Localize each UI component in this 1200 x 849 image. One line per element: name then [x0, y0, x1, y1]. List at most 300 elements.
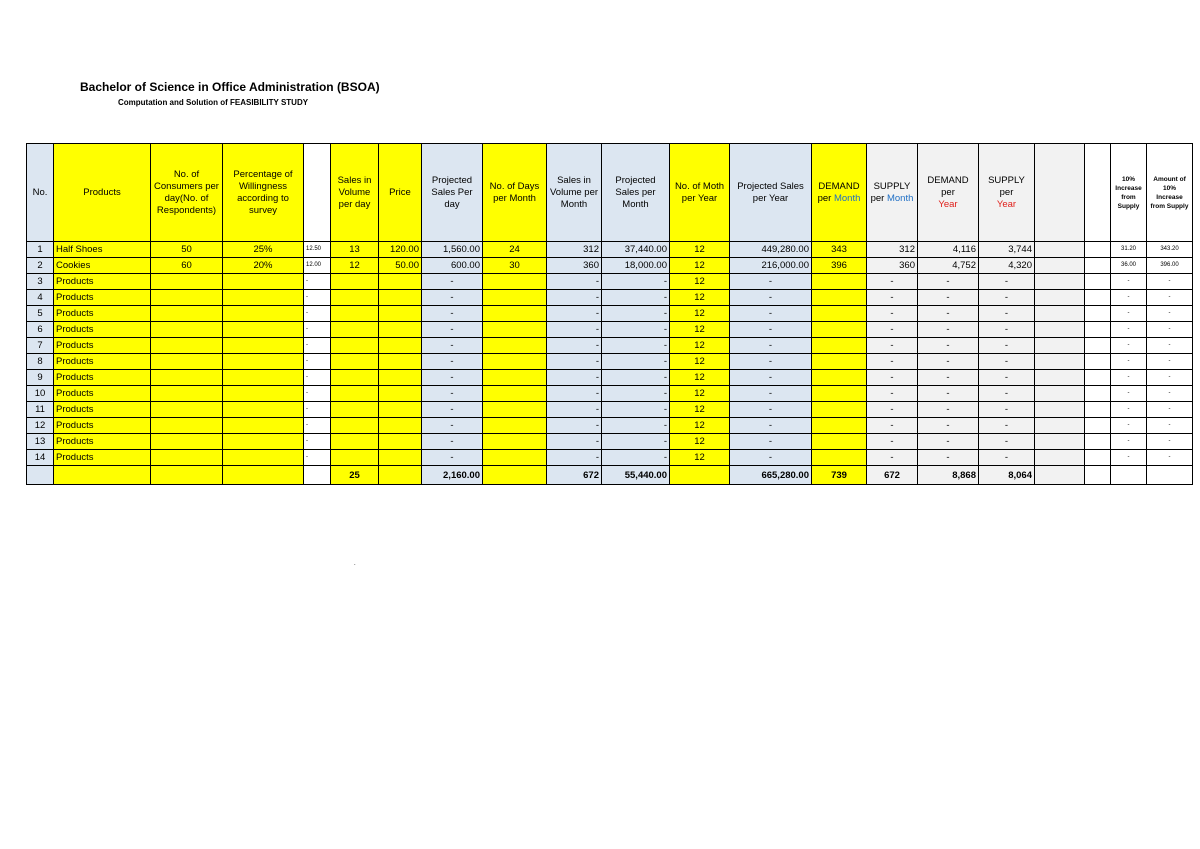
cell-sales-day: -	[422, 370, 483, 386]
cell-days: 24	[483, 242, 547, 258]
table-body	[27, 242, 1193, 466]
totals-row	[27, 466, 1193, 485]
cell-supply-month: -	[867, 338, 918, 354]
cell-blank	[1035, 434, 1085, 450]
cell-increase: -	[1111, 402, 1147, 418]
cell-days: 30	[483, 258, 547, 274]
cell-increase: -	[1111, 450, 1147, 466]
cell-demand-year: -	[918, 274, 979, 290]
cell-consumers	[151, 370, 223, 386]
cell-consumers: 50	[151, 242, 223, 258]
cell-supply-month: -	[867, 386, 918, 402]
cell-months: 12	[670, 322, 730, 338]
cell-demand-month	[812, 306, 867, 322]
cell-days	[483, 354, 547, 370]
header-blank	[304, 144, 331, 242]
cell-blank	[1085, 274, 1111, 290]
cell-price	[379, 386, 422, 402]
cell-price	[379, 322, 422, 338]
cell-increase: -	[1111, 386, 1147, 402]
cell-vol-day	[331, 370, 379, 386]
cell-supply-month: -	[867, 322, 918, 338]
cell-vol-month: -	[547, 450, 602, 466]
table-row	[27, 322, 1193, 338]
cell-blank	[1035, 242, 1085, 258]
cell-supply-year: 4,320	[979, 258, 1035, 274]
header-demand-year	[918, 144, 979, 242]
cell-demand-month	[812, 386, 867, 402]
cell-product: Products	[54, 322, 151, 338]
cell-vol-month: -	[547, 418, 602, 434]
cell-supply-year: -	[979, 434, 1035, 450]
cell-product: Half Shoes	[54, 242, 151, 258]
cell-no: 8	[27, 354, 54, 370]
cell-sales-month: -	[602, 354, 670, 370]
cell-no: 4	[27, 290, 54, 306]
cell-price	[379, 290, 422, 306]
total-price	[379, 466, 422, 485]
cell-consumers	[151, 434, 223, 450]
total-supply-month: 672	[867, 466, 918, 485]
cell-days	[483, 370, 547, 386]
cell-supply-year: -	[979, 386, 1035, 402]
cell-price	[379, 402, 422, 418]
total-no	[27, 466, 54, 485]
cell-supply-month: 312	[867, 242, 918, 258]
cell-supply-year: -	[979, 354, 1035, 370]
cell-vol-day	[331, 274, 379, 290]
cell-demand-year: -	[918, 434, 979, 450]
cell-raw: -	[304, 370, 331, 386]
cell-willingness	[223, 274, 304, 290]
cell-supply-year: 3,744	[979, 242, 1035, 258]
cell-demand-year: -	[918, 338, 979, 354]
cell-product: Products	[54, 450, 151, 466]
cell-blank	[1035, 306, 1085, 322]
total-months	[670, 466, 730, 485]
cell-raw: -	[304, 450, 331, 466]
cell-no: 14	[27, 450, 54, 466]
header-products: Products	[54, 144, 151, 242]
cell-blank	[1085, 418, 1111, 434]
cell-raw: -	[304, 402, 331, 418]
cell-blank	[1035, 354, 1085, 370]
cell-vol-month: 360	[547, 258, 602, 274]
total-blank-3	[1085, 466, 1111, 485]
cell-no: 11	[27, 402, 54, 418]
cell-increase: 36.00	[1111, 258, 1147, 274]
cell-demand-year: -	[918, 306, 979, 322]
cell-product: Products	[54, 306, 151, 322]
cell-amount: -	[1147, 274, 1193, 290]
cell-vol-day	[331, 434, 379, 450]
cell-willingness	[223, 402, 304, 418]
cell-no: 3	[27, 274, 54, 290]
cell-willingness	[223, 450, 304, 466]
cell-demand-year: -	[918, 450, 979, 466]
table-row	[27, 386, 1193, 402]
cell-sales-month: -	[602, 418, 670, 434]
cell-demand-month	[812, 338, 867, 354]
cell-sales-day: -	[422, 434, 483, 450]
cell-sales-day: -	[422, 338, 483, 354]
cell-product: Products	[54, 290, 151, 306]
total-demand-month: 739	[812, 466, 867, 485]
table-row	[27, 242, 1193, 258]
cell-supply-month: -	[867, 370, 918, 386]
cell-months: 12	[670, 386, 730, 402]
header-proj-sales-month: Projected Sales per Month	[602, 144, 670, 242]
header-proj-sales-day: Projected Sales Per day	[422, 144, 483, 242]
cell-demand-month	[812, 370, 867, 386]
cell-blank	[1085, 242, 1111, 258]
cell-increase: -	[1111, 306, 1147, 322]
cell-blank	[1085, 402, 1111, 418]
cell-months: 12	[670, 354, 730, 370]
cell-supply-year: -	[979, 402, 1035, 418]
cell-price	[379, 274, 422, 290]
cell-no: 13	[27, 434, 54, 450]
cell-sales-day: 600.00	[422, 258, 483, 274]
cell-blank	[1035, 418, 1085, 434]
cell-sales-day: 1,560.00	[422, 242, 483, 258]
cell-supply-month: -	[867, 354, 918, 370]
cell-vol-day	[331, 386, 379, 402]
cell-raw: -	[304, 290, 331, 306]
cell-vol-month: -	[547, 290, 602, 306]
header-blank-2	[1035, 144, 1085, 242]
cell-demand-month	[812, 290, 867, 306]
cell-sales-day: -	[422, 450, 483, 466]
total-product	[54, 466, 151, 485]
table-row	[27, 306, 1193, 322]
cell-months: 12	[670, 338, 730, 354]
cell-product: Products	[54, 370, 151, 386]
cell-product: Products	[54, 402, 151, 418]
header-months-year: No. of Moth per Year	[670, 144, 730, 242]
cell-supply-year: -	[979, 306, 1035, 322]
cell-supply-month: -	[867, 290, 918, 306]
total-increase	[1111, 466, 1147, 485]
cell-sales-month: -	[602, 386, 670, 402]
cell-sales-month: -	[602, 274, 670, 290]
header-amount: Amount of 10% Increase from Supply	[1147, 144, 1193, 242]
cell-sales-year: -	[730, 322, 812, 338]
cell-days	[483, 386, 547, 402]
cell-product: Products	[54, 274, 151, 290]
cell-days	[483, 450, 547, 466]
cell-willingness	[223, 290, 304, 306]
header-increase: 10% Increase from Supply	[1111, 144, 1147, 242]
cell-days	[483, 418, 547, 434]
cell-raw: -	[304, 274, 331, 290]
feasibility-table	[26, 143, 1193, 485]
header-no: No.	[27, 144, 54, 242]
page-subtitle: Computation and Solution of FEASIBILITY STUDY	[118, 98, 309, 107]
cell-amount: -	[1147, 434, 1193, 450]
cell-amount: -	[1147, 290, 1193, 306]
header-days-month: No. of Days per Month	[483, 144, 547, 242]
header-willingness: Percentage of Willingness according to survey	[223, 144, 304, 242]
cell-consumers	[151, 418, 223, 434]
cell-consumers	[151, 322, 223, 338]
cell-sales-day: -	[422, 322, 483, 338]
cell-months: 12	[670, 242, 730, 258]
cell-vol-day	[331, 338, 379, 354]
cell-increase: -	[1111, 418, 1147, 434]
table-row	[27, 354, 1193, 370]
stray-dot: .	[354, 561, 356, 567]
cell-sales-day: -	[422, 418, 483, 434]
cell-amount: -	[1147, 306, 1193, 322]
cell-days	[483, 274, 547, 290]
cell-supply-year: -	[979, 370, 1035, 386]
cell-blank	[1085, 386, 1111, 402]
cell-sales-month: -	[602, 450, 670, 466]
cell-months: 12	[670, 418, 730, 434]
cell-vol-day	[331, 354, 379, 370]
cell-no: 6	[27, 322, 54, 338]
cell-willingness	[223, 338, 304, 354]
cell-sales-year: -	[730, 386, 812, 402]
cell-vol-month: -	[547, 274, 602, 290]
cell-sales-month: -	[602, 434, 670, 450]
cell-demand-year: -	[918, 354, 979, 370]
cell-demand-month	[812, 434, 867, 450]
cell-months: 12	[670, 258, 730, 274]
cell-supply-year: -	[979, 338, 1035, 354]
cell-vol-day: 12	[331, 258, 379, 274]
cell-demand-year: -	[918, 402, 979, 418]
cell-raw: 12.00	[304, 258, 331, 274]
cell-amount: 343.20	[1147, 242, 1193, 258]
cell-blank	[1085, 450, 1111, 466]
cell-vol-month: -	[547, 434, 602, 450]
cell-increase: -	[1111, 338, 1147, 354]
header-row	[27, 144, 1193, 242]
cell-raw: -	[304, 322, 331, 338]
cell-days	[483, 402, 547, 418]
total-vol-month: 672	[547, 466, 602, 485]
header-blank-3	[1085, 144, 1111, 242]
cell-no: 10	[27, 386, 54, 402]
cell-increase: 31.20	[1111, 242, 1147, 258]
header-proj-sales-year: Projected Sales per Year	[730, 144, 812, 242]
cell-raw: -	[304, 434, 331, 450]
total-demand-year: 8,868	[918, 466, 979, 485]
cell-sales-day: -	[422, 306, 483, 322]
cell-months: 12	[670, 370, 730, 386]
cell-product: Products	[54, 354, 151, 370]
cell-sales-year: 216,000.00	[730, 258, 812, 274]
cell-sales-year: -	[730, 418, 812, 434]
cell-increase: -	[1111, 354, 1147, 370]
cell-blank	[1035, 370, 1085, 386]
cell-amount: -	[1147, 418, 1193, 434]
cell-product: Products	[54, 418, 151, 434]
cell-months: 12	[670, 450, 730, 466]
cell-price	[379, 338, 422, 354]
header-demand-month-unit: Month	[833, 192, 861, 204]
cell-price	[379, 434, 422, 450]
cell-consumers	[151, 338, 223, 354]
table-row	[27, 338, 1193, 354]
cell-price	[379, 354, 422, 370]
cell-consumers	[151, 354, 223, 370]
cell-willingness	[223, 370, 304, 386]
cell-supply-year: -	[979, 450, 1035, 466]
cell-willingness	[223, 386, 304, 402]
cell-days	[483, 306, 547, 322]
cell-vol-month: -	[547, 370, 602, 386]
cell-vol-day	[331, 402, 379, 418]
table-row	[27, 418, 1193, 434]
cell-consumers	[151, 274, 223, 290]
cell-no: 7	[27, 338, 54, 354]
cell-sales-year: -	[730, 306, 812, 322]
cell-demand-month	[812, 402, 867, 418]
cell-amount: -	[1147, 386, 1193, 402]
cell-supply-month: -	[867, 434, 918, 450]
cell-consumers	[151, 386, 223, 402]
cell-no: 5	[27, 306, 54, 322]
cell-willingness: 20%	[223, 258, 304, 274]
cell-no: 12	[27, 418, 54, 434]
cell-sales-year: 449,280.00	[730, 242, 812, 258]
table-row	[27, 402, 1193, 418]
cell-vol-day: 13	[331, 242, 379, 258]
cell-no: 1	[27, 242, 54, 258]
cell-supply-month: -	[867, 274, 918, 290]
cell-raw: 12.50	[304, 242, 331, 258]
cell-sales-month: -	[602, 290, 670, 306]
cell-sales-year: -	[730, 274, 812, 290]
cell-vol-month: -	[547, 386, 602, 402]
cell-raw: -	[304, 338, 331, 354]
cell-sales-month: -	[602, 338, 670, 354]
total-raw	[304, 466, 331, 485]
header-demand-month-per: per	[817, 192, 832, 204]
cell-product: Products	[54, 434, 151, 450]
cell-supply-month: -	[867, 418, 918, 434]
cell-days	[483, 434, 547, 450]
cell-sales-year: -	[730, 370, 812, 386]
total-days	[483, 466, 547, 485]
cell-sales-month: -	[602, 322, 670, 338]
cell-willingness	[223, 354, 304, 370]
cell-amount: -	[1147, 322, 1193, 338]
cell-sales-month: 37,440.00	[602, 242, 670, 258]
cell-supply-year: -	[979, 322, 1035, 338]
cell-months: 12	[670, 290, 730, 306]
cell-days	[483, 322, 547, 338]
cell-consumers	[151, 306, 223, 322]
total-sales-day: 2,160.00	[422, 466, 483, 485]
cell-vol-month: -	[547, 306, 602, 322]
cell-demand-month	[812, 274, 867, 290]
cell-blank	[1035, 258, 1085, 274]
cell-amount: -	[1147, 450, 1193, 466]
cell-sales-day: -	[422, 386, 483, 402]
header-supply-month-per: per	[870, 192, 885, 204]
table-row	[27, 258, 1193, 274]
cell-willingness	[223, 434, 304, 450]
header-supply-month	[867, 144, 918, 242]
cell-vol-day	[331, 322, 379, 338]
cell-vol-day	[331, 290, 379, 306]
header-demand-month-word: DEMAND	[818, 180, 860, 192]
cell-demand-month	[812, 354, 867, 370]
cell-vol-month: 312	[547, 242, 602, 258]
cell-vol-month: -	[547, 354, 602, 370]
header-supply-month-word: SUPPLY	[873, 180, 911, 192]
cell-blank	[1085, 290, 1111, 306]
cell-blank	[1035, 322, 1085, 338]
cell-demand-year: 4,752	[918, 258, 979, 274]
cell-days	[483, 338, 547, 354]
cell-blank	[1085, 370, 1111, 386]
cell-sales-year: -	[730, 338, 812, 354]
cell-increase: -	[1111, 274, 1147, 290]
cell-price	[379, 450, 422, 466]
cell-willingness: 25%	[223, 242, 304, 258]
cell-amount: -	[1147, 338, 1193, 354]
cell-vol-day	[331, 450, 379, 466]
cell-price	[379, 370, 422, 386]
cell-sales-day: -	[422, 354, 483, 370]
table-row	[27, 274, 1193, 290]
cell-demand-month: 343	[812, 242, 867, 258]
cell-blank	[1085, 354, 1111, 370]
cell-amount: 396.00	[1147, 258, 1193, 274]
cell-supply-year: -	[979, 418, 1035, 434]
cell-supply-month: -	[867, 402, 918, 418]
header-sales-volume-month: Sales in Volume per Month	[547, 144, 602, 242]
cell-amount: -	[1147, 354, 1193, 370]
cell-blank	[1035, 450, 1085, 466]
cell-sales-day: -	[422, 290, 483, 306]
total-amount	[1147, 466, 1193, 485]
cell-sales-month: -	[602, 306, 670, 322]
cell-demand-year: -	[918, 418, 979, 434]
cell-demand-month	[812, 322, 867, 338]
total-consumers	[151, 466, 223, 485]
cell-consumers: 60	[151, 258, 223, 274]
header-supply-month-unit: Month	[886, 192, 914, 204]
cell-product: Products	[54, 386, 151, 402]
cell-months: 12	[670, 402, 730, 418]
header-demand-year-word: DEMAND per	[927, 174, 969, 198]
cell-sales-year: -	[730, 354, 812, 370]
cell-consumers	[151, 290, 223, 306]
cell-raw: -	[304, 386, 331, 402]
cell-raw: -	[304, 418, 331, 434]
total-vol-day: 25	[331, 466, 379, 485]
cell-demand-year: -	[918, 370, 979, 386]
cell-price: 120.00	[379, 242, 422, 258]
cell-vol-month: -	[547, 322, 602, 338]
cell-amount: -	[1147, 402, 1193, 418]
cell-consumers	[151, 402, 223, 418]
cell-increase: -	[1111, 290, 1147, 306]
cell-vol-month: -	[547, 402, 602, 418]
total-blank-2	[1035, 466, 1085, 485]
header-price: Price	[379, 144, 422, 242]
cell-increase: -	[1111, 370, 1147, 386]
cell-blank	[1085, 258, 1111, 274]
cell-price	[379, 306, 422, 322]
page-title: Bachelor of Science in Office Administration (BSOA)	[80, 80, 380, 94]
